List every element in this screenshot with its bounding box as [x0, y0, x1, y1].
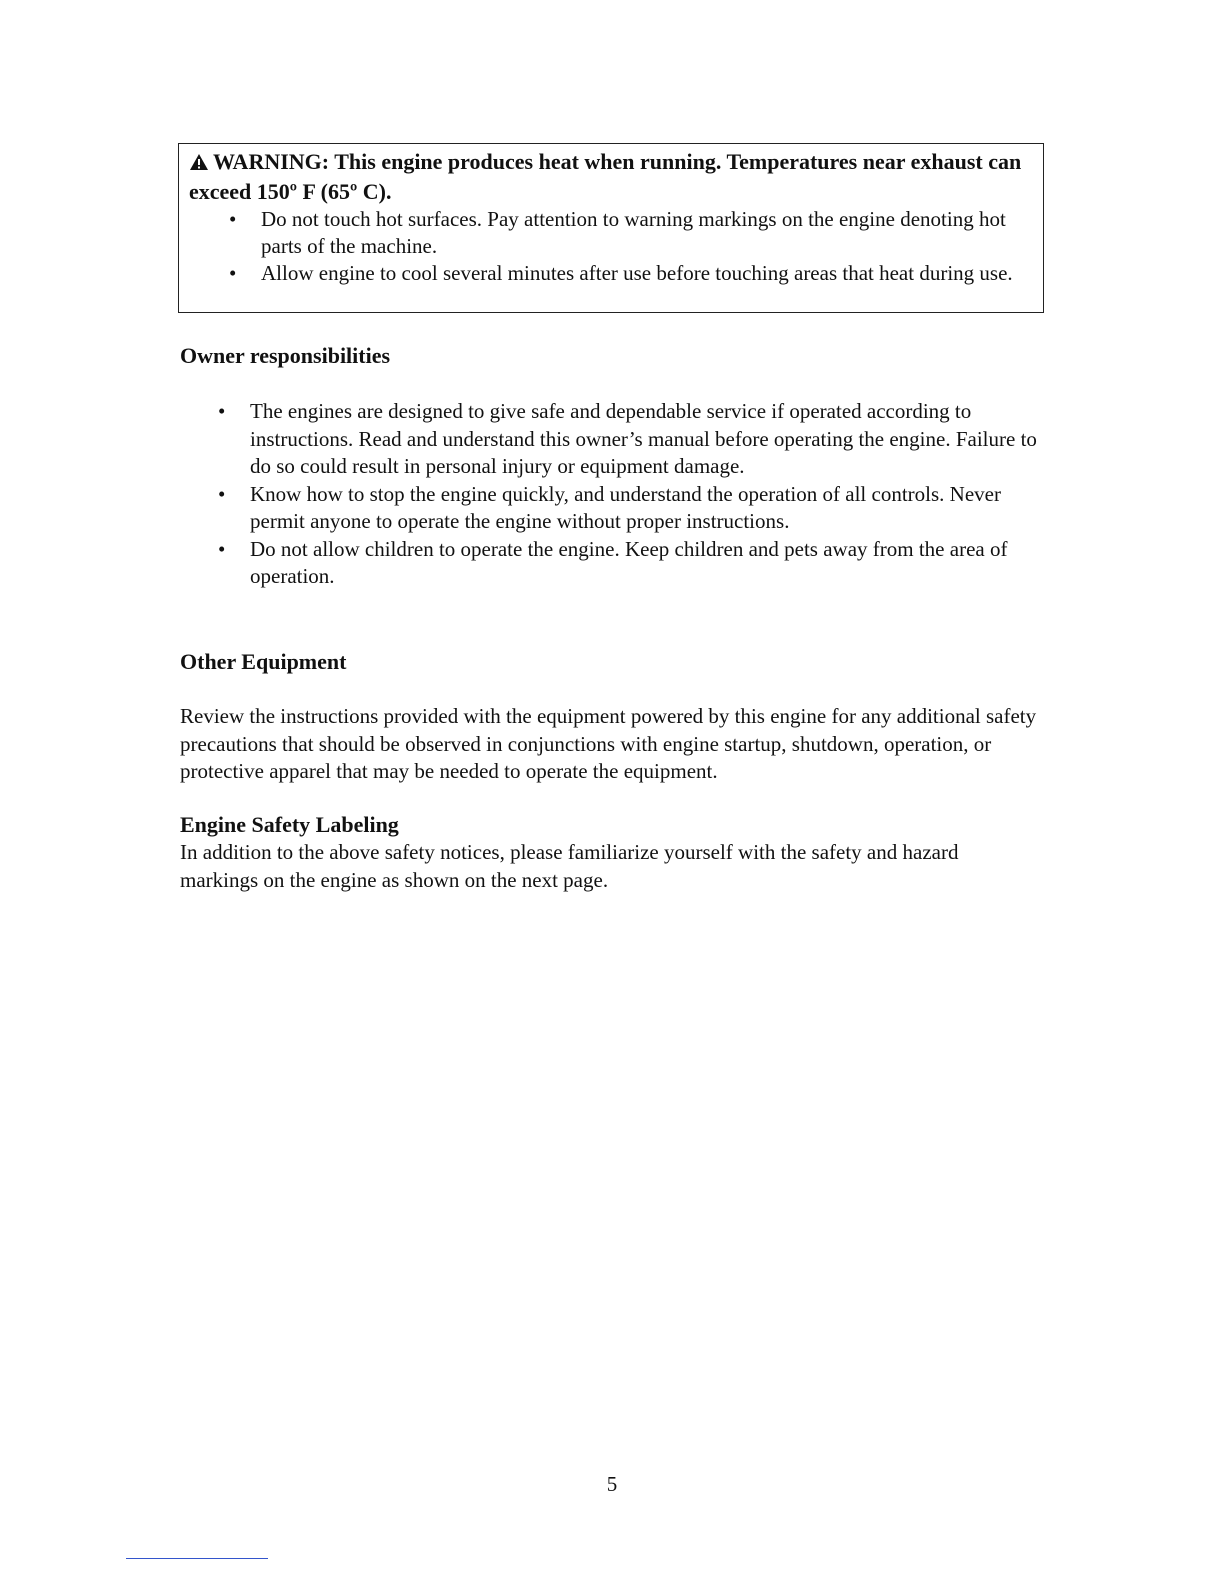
other-equipment-heading: Other Equipment: [180, 649, 347, 674]
owner-item-text: Do not allow children to operate the engine. Keep children and pets away from the area of operation.: [250, 536, 1008, 588]
owner-item-text: The engines are designed to give safe and dependable service if operated according to instructions. Read and understand this owner’s manual before operating the engine. Failure to do so could result in personal injury or equipment damage.: [250, 399, 1037, 478]
bullet: •: [229, 207, 237, 231]
page-number: 5: [606, 1472, 618, 1496]
owner-item-text: Know how to stop the engine quickly, and understand the operation of all controls. Never permit anyone to operate the engine without proper instructions.: [250, 481, 1001, 533]
bullet: •: [218, 536, 226, 561]
owner-list-item: [180, 398, 1050, 481]
warning-list-item: [189, 260, 1033, 287]
warning-title: [189, 148, 1033, 206]
warning-list: [189, 206, 1033, 287]
bullet: •: [218, 481, 226, 506]
owner-list: [180, 398, 1050, 591]
warning-list-item: [189, 206, 1033, 260]
warning-title-text: This engine produces heat when running. Temperatures near exhaust can exceed 150º F (65º C).: [189, 149, 1022, 204]
labeling-text: In addition to the above safety notices, please familiarize yourself with the safety and hazard markings on the engine as shown on the next page.: [180, 840, 959, 892]
warning-label: WARNING:: [213, 149, 330, 174]
bullet: •: [218, 399, 226, 423]
owner-heading: Owner responsibilities: [180, 343, 391, 368]
footnote-divider: [126, 1558, 268, 1559]
bullet: •: [229, 261, 237, 285]
other-equipment-text: Review the instructions provided with the equipment powered by this engine for any additional safety precautions that should be observed in conjunctions with engine startup, shutdown, operation, or protective apparel that may be needed to operate the equipment.: [180, 704, 1037, 783]
warning-item-text: Do not touch hot surfaces. Pay attention to warning markings on the engine denoting hot parts of the machine.: [261, 207, 1006, 258]
owner-list-item: [180, 536, 1050, 591]
owner-list-item: [180, 481, 1050, 536]
warning-item-text: Allow engine to cool several minutes after use before touching areas that heat during use.: [261, 261, 1013, 285]
warning-triangle-icon: [189, 150, 209, 178]
labeling-heading: Engine Safety Labeling: [180, 812, 399, 837]
warning-box: [178, 143, 1044, 313]
